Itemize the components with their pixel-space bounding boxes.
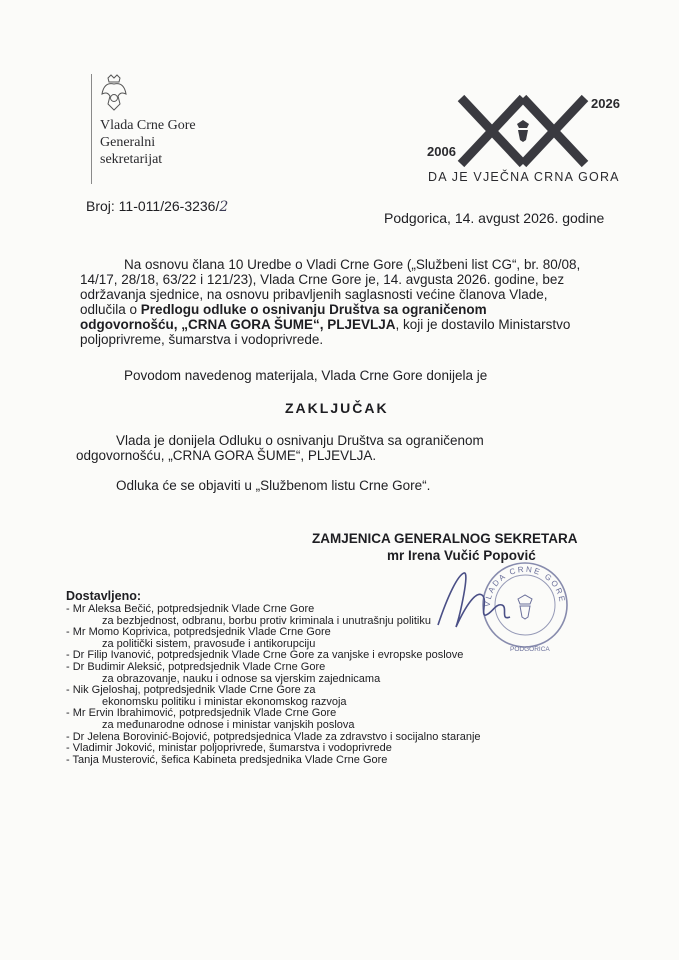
paragraph-publication: Odluka će se objaviti u „Službenom listu Crne Gore“.	[116, 478, 431, 493]
distribution-item: za bezbjednost, odbranu, borbu protiv kriminala i unutrašnju politiku	[102, 614, 431, 627]
distribution-item: - Mr Aleksa Bečić, potpredsjednik Vlade Crne Gore	[66, 603, 315, 615]
distribution-heading: Dostavljeno:	[66, 589, 142, 603]
p1-line-6: poljoprivreme, šumarstva i vodoprivrede.	[80, 332, 324, 347]
conclusion-heading: ZAKLJUČAK	[285, 400, 389, 416]
header-divider	[91, 74, 92, 184]
distribution-item: - Vladimir Joković, ministar poljoprivrede, šumarstva i vodoprivrede	[66, 742, 392, 755]
distribution-item: za obrazovanje, nauku i odnose sa vjerskim zajednicama	[102, 672, 381, 685]
p3-line-1: Vlada je donijela Odluku o osnivanju Društva sa ograničenom	[116, 433, 484, 448]
p1-line-3: održavanja sjednice, na osnovu pribavljenih saglasnosti većine članova Vlade,	[80, 287, 548, 302]
paragraph-legal-basis	[80, 257, 618, 347]
paragraph-conclusion	[76, 433, 616, 463]
logo-year-start: 2006	[427, 144, 456, 159]
distribution-item: - Nik Gjeloshaj, potpredsjednik Vlade Crne Gore za	[66, 684, 316, 697]
document-number	[86, 198, 228, 215]
distribution-list	[66, 604, 481, 766]
distribution-item: - Mr Momo Koprivica, potpredsjednik Vlade Crne Gore	[66, 626, 331, 639]
coat-of-arms-icon	[100, 74, 128, 112]
document-date: Podgorica, 14. avgust 2026. godine	[384, 210, 605, 226]
distribution-item: - Dr Filip Ivanović, potpredsjednik Vlade Crne Gore za vanjske i evropske poslove	[66, 649, 464, 662]
stamp-text: VLADA CRNE GORE	[482, 564, 567, 608]
distribution-item: za međunarodne odnose i ministar vanjskih poslova	[102, 718, 355, 731]
logo-year-end: 2026	[591, 96, 620, 111]
distribution-item: za politički sistem, pravosuđe i antikorupciju	[102, 637, 316, 650]
issuer-block	[100, 117, 196, 168]
p3-line-2: odgovornošću, „CRNA GORA ŠUME“, PLJEVLJA.	[76, 448, 377, 463]
distribution-item: - Dr Budimir Aleksić, potpredsjednik Vlade Crne Gore	[66, 660, 326, 673]
p1-line-1: Na osnovu člana 10 Uredbe o Vladi Crne Gore („Službeni list CG“, br. 80/08,	[124, 257, 581, 272]
p1-line-4a: odlučila o	[80, 302, 141, 317]
distribution-item: - Dr Jelena Borovinić-Bojović, potpredsjednica Vlade za zdravstvo i socijalno staranje	[66, 730, 481, 743]
issuer-line-1: Vlada Crne Gore	[100, 118, 196, 133]
distribution-item: - Mr Ervin Ibrahimović, potpredsjednik Vlade Crne Gore	[66, 707, 337, 720]
p1-line-5b: , koji je dostavilo Ministarstvo	[395, 317, 571, 332]
issuer-line-2: Generalni	[100, 135, 156, 150]
issuer-line-3: sekretarijat	[100, 152, 163, 167]
distribution-item: ekonomsku politiku i ministar ekonomskog razvoja	[102, 695, 347, 708]
signatory-name: mr Irena Vučić Popović	[387, 548, 536, 563]
paragraph-intro: Povodom navedenog materijala, Vlada Crne Gore donijela je	[124, 368, 488, 383]
stamp-city: PODGORICA	[510, 646, 550, 653]
signatory-title: ZAMJENICA GENERALNOG SEKRETARA	[312, 531, 578, 546]
logo-slogan: DA JE VJEČNA CRNA GORA	[428, 170, 620, 184]
p1-line-4b: Predlogu odluke o osnivanju Društva sa ograničenom	[140, 302, 487, 317]
document-number-handwritten: 2	[219, 199, 229, 215]
p1-line-5a: odgovornošću, „CRNA GORA ŠUME“, PLJEVLJA	[80, 317, 396, 332]
document-number-label: Broj: 11-011/26-3236/	[86, 198, 220, 214]
distribution-item: - Tanja Musterović, šefica Kabineta predsjednika Vlade Crne Gore	[66, 753, 388, 766]
p1-line-2: 14/17, 28/18, 63/22 i 121/23), Vlada Crne Gore je, 14. avgusta 2026. godine, bez	[80, 272, 565, 287]
